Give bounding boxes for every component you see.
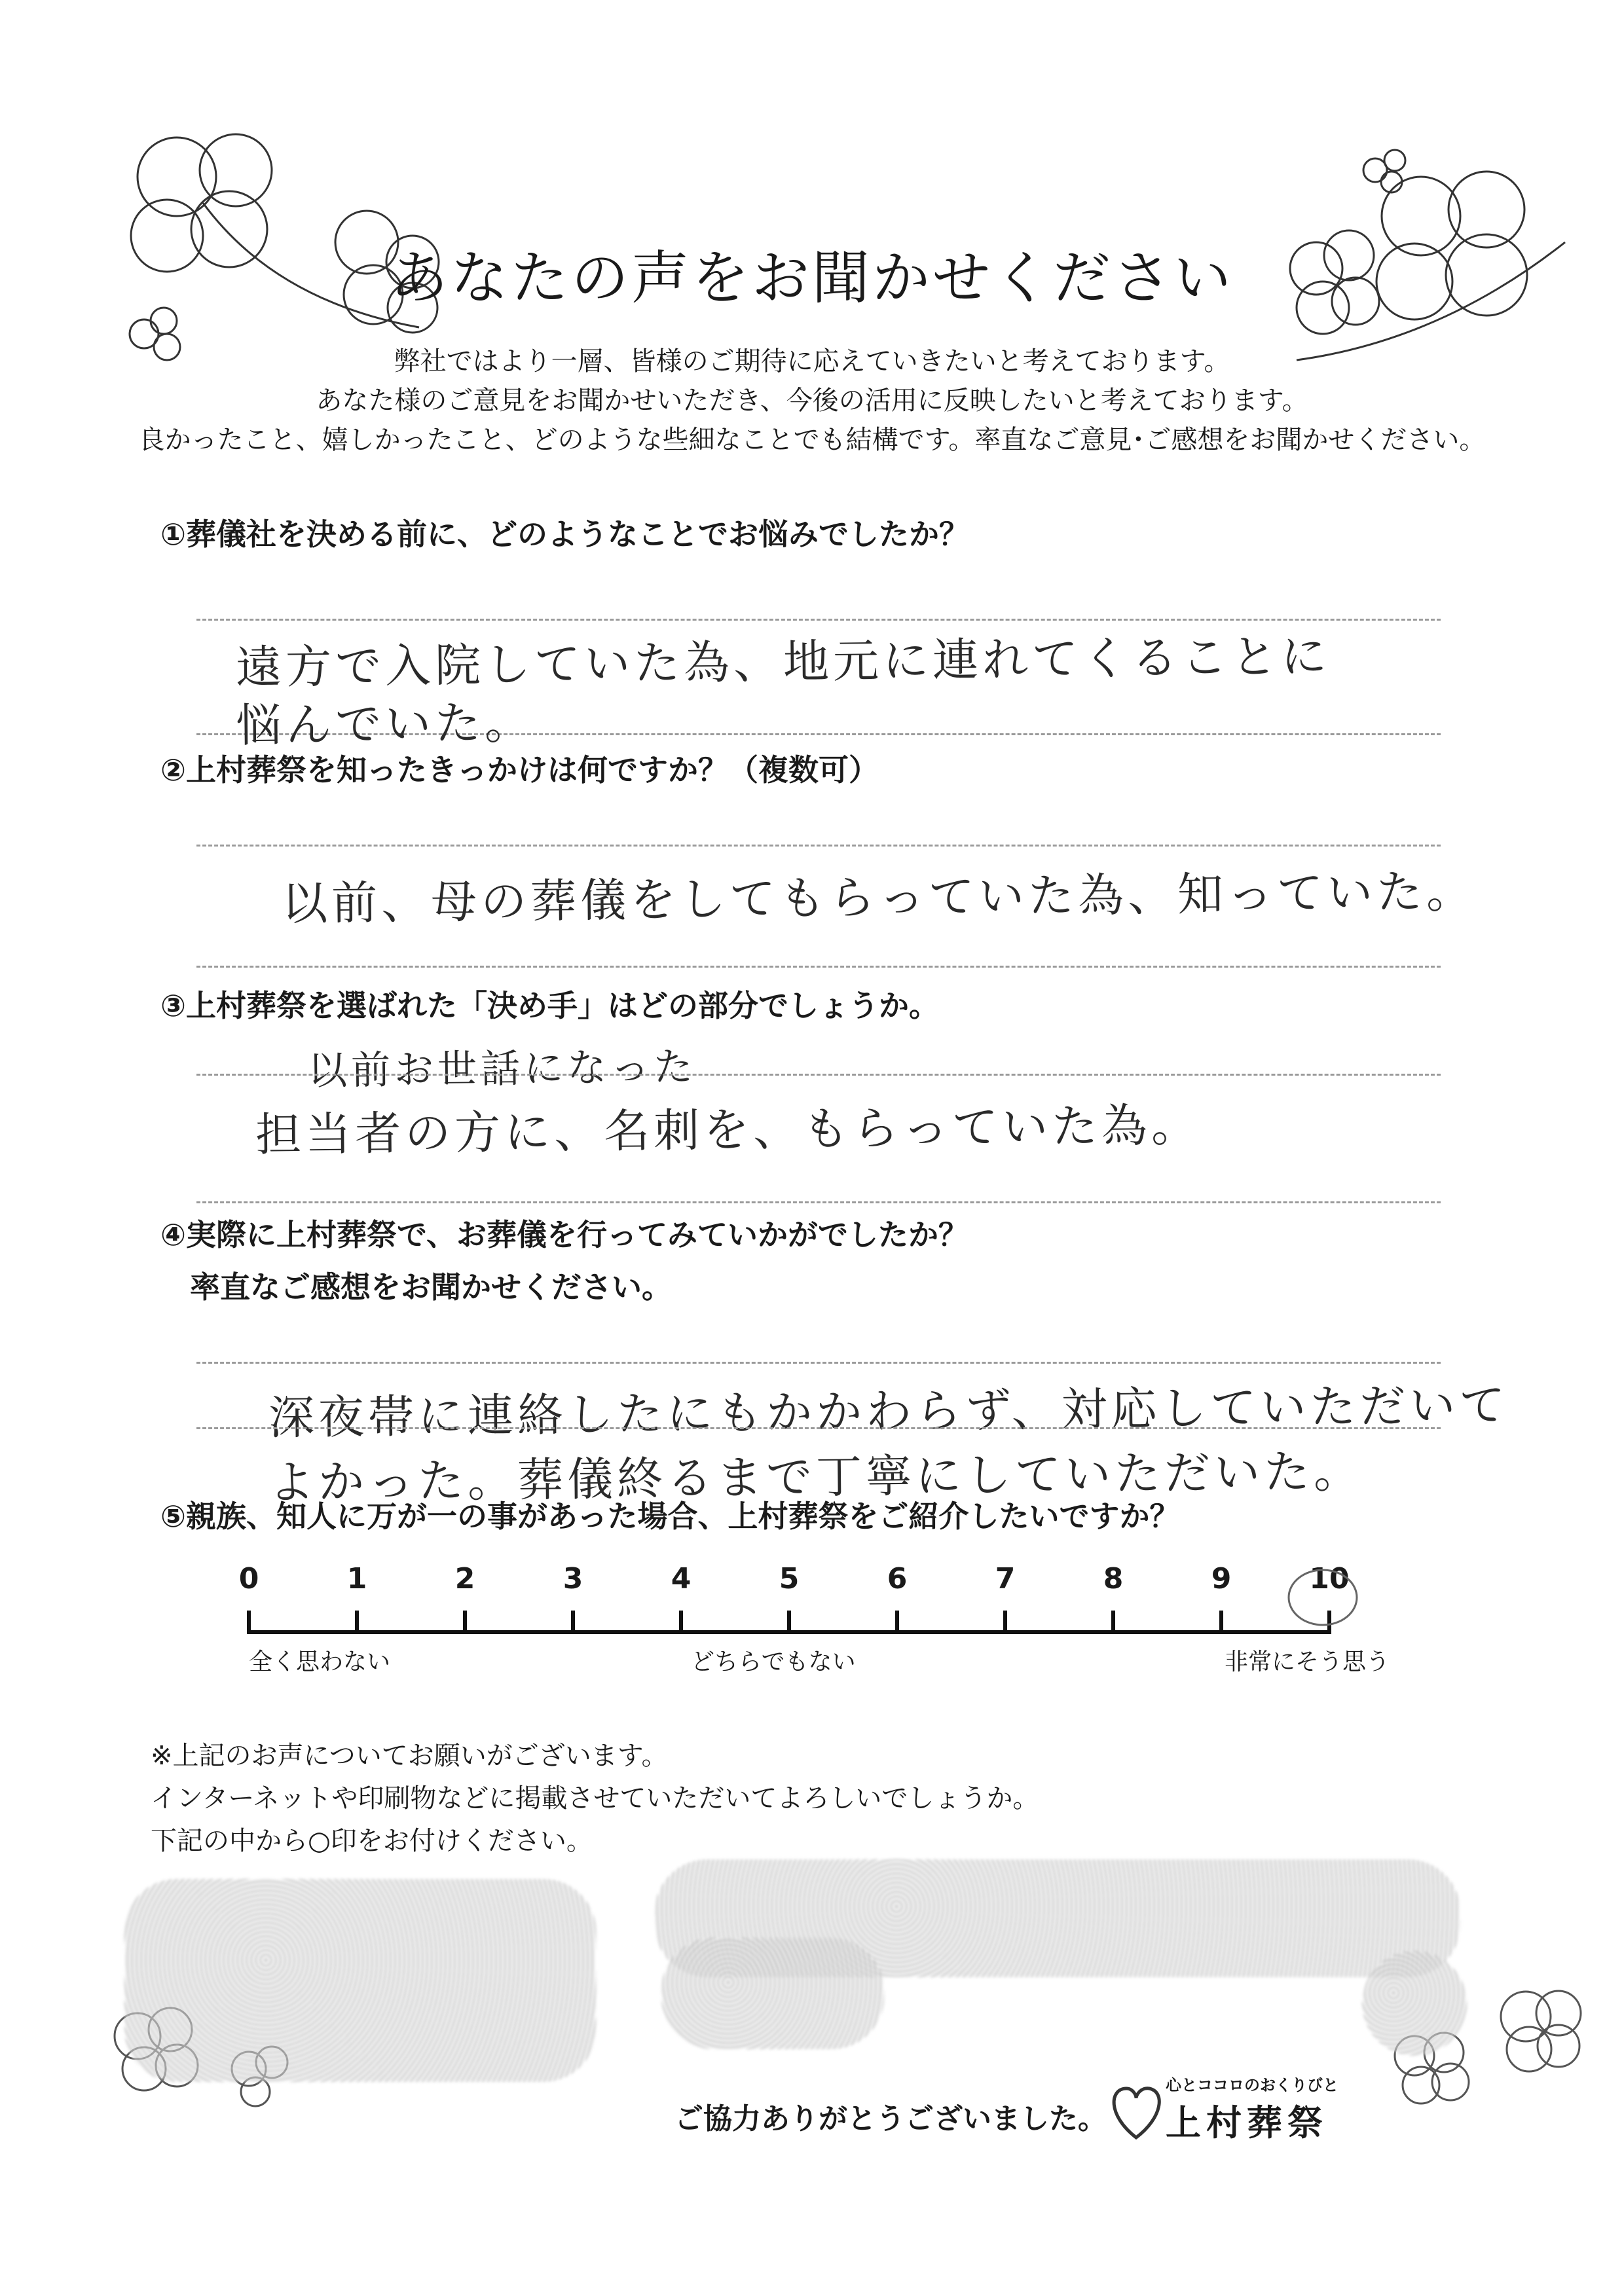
notice-line-2: インターネットや印刷物などに掲載させていただいてよろしいでしょうか。 (151, 1783, 1039, 1813)
question-4-label-line-1: ④実際に上村葬祭で、お葬儀を行ってみていかがでしたか？ (160, 1217, 969, 1252)
scale-left-label: 全く思わない (249, 1649, 391, 1675)
question-2-label: ②上村葬祭を知ったきっかけは何ですか？（複数可） (160, 752, 879, 788)
intro-line-1: 弊社ではより一層、皆様のご期待に応えていきたいと考えております。 (394, 346, 1230, 376)
answer-rule (196, 1427, 1441, 1429)
scale-tick-label[interactable]: 3 (563, 1562, 583, 1595)
scale-tick (571, 1611, 575, 1634)
redacted-area-right-lower (661, 1938, 884, 2049)
notice-line-1: ※上記のお声についてお願いがございます。 (151, 1741, 668, 1771)
answer-rule (196, 1201, 1441, 1203)
answer-rule (196, 966, 1441, 968)
answer-rule (196, 845, 1441, 847)
scale-middle-label: どちらでもない (691, 1649, 856, 1675)
scale-tick-label[interactable]: 0 (238, 1562, 259, 1595)
scale-tick (787, 1611, 791, 1634)
rating-scale (238, 1562, 1350, 1634)
selected-circle-mark (1283, 1561, 1362, 1633)
answer-3-line-2: 担当者の方に、名刺を、もらっていた為。 (255, 1098, 1202, 1162)
scale-tick-label[interactable]: 8 (1103, 1562, 1124, 1595)
redacted-area-left (124, 1879, 596, 2082)
scale-tick-label[interactable]: 1 (346, 1562, 367, 1595)
scale-tick (1219, 1611, 1223, 1634)
thanks-text: ご協力ありがとうございました。 (674, 2102, 1107, 2136)
question-1-label: ①葬儀社を決める前に、どのようなことでお悩みでしたか？ (160, 517, 969, 552)
notice-line-3: 下記の中から○印をお付けください。 (151, 1826, 593, 1856)
answer-rule (196, 1074, 1441, 1076)
scale-tick-label[interactable]: 4 (671, 1562, 692, 1595)
scale-tick-label[interactable]: 9 (1211, 1562, 1232, 1595)
scale-tick-label[interactable]: 10 (1309, 1562, 1350, 1595)
scale-tick (1003, 1611, 1007, 1634)
answer-2-line-1: 以前、母の葬儀をしてもらっていた為、知っていた。 (281, 864, 1477, 931)
scale-tick-label[interactable]: 5 (779, 1562, 800, 1595)
scale-tick (679, 1611, 683, 1634)
intro-line-3: 良かったこと、嬉しかったこと、どのような些細なことでも結構です。率直なご意見･ご感想をお聞かせください。 (138, 425, 1486, 455)
question-5-label: ⑤親族、知人に万が一の事があった場合、上村葬祭をご紹介したいですか？ (160, 1499, 1180, 1534)
answer-4-line-2: よかった。葬儀終るまで丁寧にしていただいた。 (268, 1444, 1364, 1510)
question-3-label: ③上村葬祭を選ばれた「決め手」はどの部分でしょうか。 (160, 988, 939, 1023)
scale-tick-label[interactable]: 6 (887, 1562, 908, 1595)
brand-name: 上村葬祭 (1166, 2102, 1328, 2143)
scale-tick (247, 1611, 251, 1634)
intro-line-2: あなた様のご意見をお聞かせいただき、今後の活用に反映したいと考えております。 (316, 386, 1308, 416)
question-4-label-line-2: 率直なご感想をお聞かせください。 (190, 1269, 672, 1305)
answer-rule (196, 1362, 1441, 1364)
scale-tick (895, 1611, 899, 1634)
answer-3-line-1: 以前お世話になった (307, 1044, 697, 1095)
redacted-area-right-corner (1362, 1951, 1467, 2056)
scale-tick (1111, 1611, 1115, 1634)
brand-heart-logo (1100, 2075, 1172, 2147)
page-title: あなたの声をお聞かせください (390, 244, 1234, 312)
answer-1-line-2: 悩んでいた。 (235, 695, 535, 753)
scale-tick (463, 1611, 467, 1634)
answer-4-line-1: 深夜帯に連絡したにもかかわらず、対応していただいて (268, 1378, 1509, 1445)
answer-1-line-1: 遠方で入院していた為、地元に連れてくることに (235, 629, 1331, 695)
brand-tagline: 心とココロのおくりびと (1166, 2076, 1338, 2094)
scale-tick-label[interactable]: 7 (995, 1562, 1016, 1595)
scale-tick-label[interactable]: 2 (454, 1562, 475, 1595)
scale-right-label: 非常にそう思う (1225, 1649, 1390, 1675)
scale-tick (355, 1611, 359, 1634)
